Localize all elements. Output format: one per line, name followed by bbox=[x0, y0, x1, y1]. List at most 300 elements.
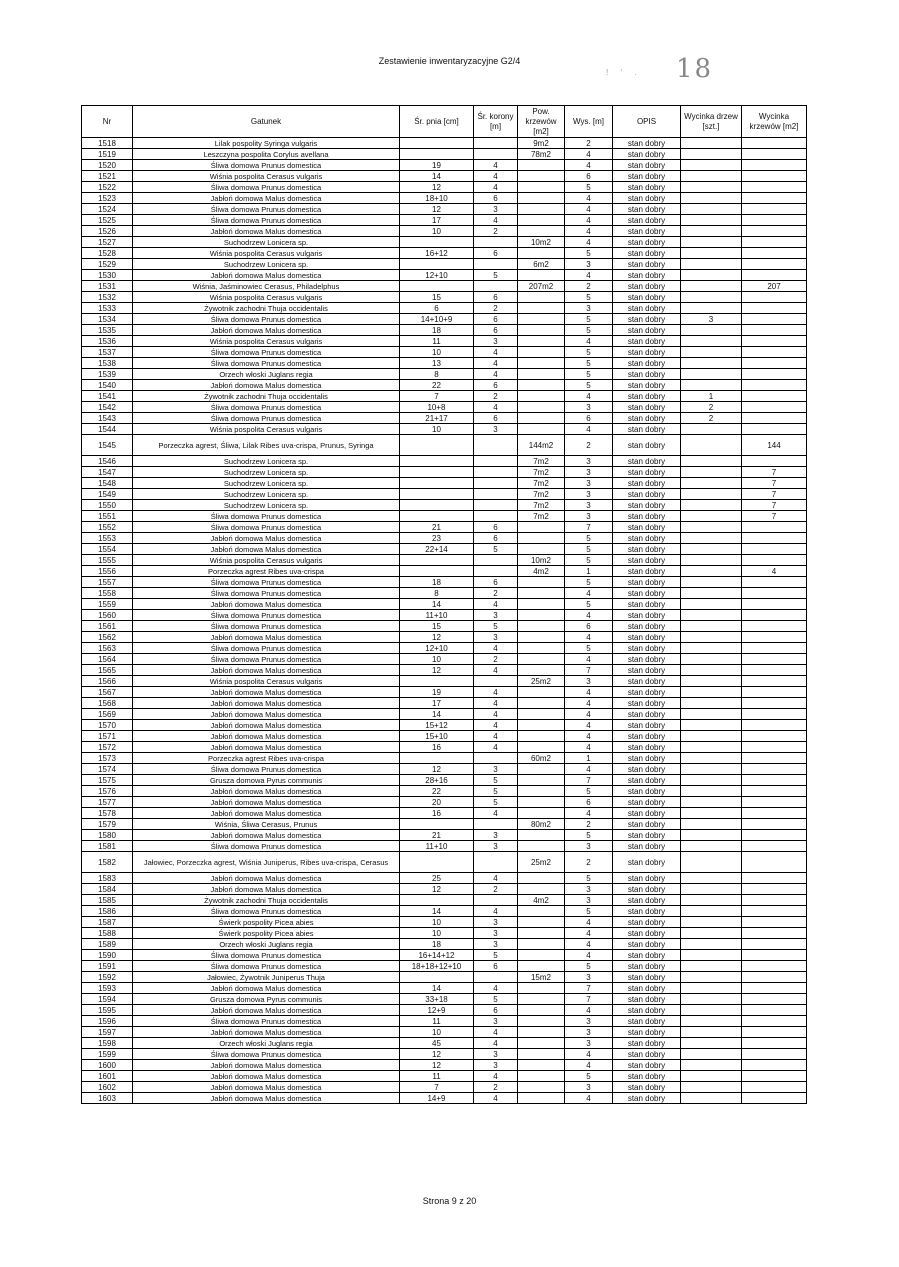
cell-gatunek: Wiśnia, Jaśminowiec Cerasus, Philadelphus bbox=[133, 281, 400, 292]
cell-wys: 7 bbox=[565, 665, 613, 676]
table-row bbox=[82, 654, 807, 665]
cell-wycinka-krzewow bbox=[742, 248, 807, 259]
cell-nr: 1593 bbox=[82, 983, 133, 994]
cell-nr: 1561 bbox=[82, 621, 133, 632]
cell-wycinka-krzewow bbox=[742, 709, 807, 720]
cell-opis: stan dobry bbox=[613, 1038, 681, 1049]
cell-opis: stan dobry bbox=[613, 402, 681, 413]
cell-gatunek: Jabłoń domowa Malus domestica bbox=[133, 544, 400, 555]
cell-sr-korony bbox=[474, 566, 518, 577]
cell-gatunek: Jabłoń domowa Malus domestica bbox=[133, 709, 400, 720]
table-row bbox=[82, 961, 807, 972]
cell-gatunek: Jabłoń domowa Malus domestica bbox=[133, 983, 400, 994]
cell-wycinka-krzewow bbox=[742, 259, 807, 270]
cell-wycinka-drzew bbox=[681, 456, 742, 467]
cell-sr-korony: 2 bbox=[474, 391, 518, 402]
cell-sr-korony bbox=[474, 511, 518, 522]
cell-wycinka-krzewow bbox=[742, 522, 807, 533]
cell-pow-krzewow bbox=[518, 698, 565, 709]
table-row bbox=[82, 797, 807, 808]
cell-sr-pnia: 10 bbox=[400, 424, 474, 435]
cell-gatunek: Śliwa domowa Prunus domestica bbox=[133, 402, 400, 413]
cell-wys: 5 bbox=[565, 182, 613, 193]
cell-sr-pnia: 20 bbox=[400, 797, 474, 808]
cell-sr-pnia: 18+10 bbox=[400, 193, 474, 204]
cell-sr-pnia: 10 bbox=[400, 1027, 474, 1038]
cell-sr-pnia: 28+16 bbox=[400, 775, 474, 786]
cell-wycinka-drzew bbox=[681, 369, 742, 380]
cell-sr-korony: 4 bbox=[474, 171, 518, 182]
cell-wys: 5 bbox=[565, 599, 613, 610]
cell-wys: 4 bbox=[565, 654, 613, 665]
cell-wys: 4 bbox=[565, 1049, 613, 1060]
table-row bbox=[82, 544, 807, 555]
cell-gatunek: Jabłoń domowa Malus domestica bbox=[133, 270, 400, 281]
cell-sr-pnia bbox=[400, 138, 474, 149]
cell-opis: stan dobry bbox=[613, 259, 681, 270]
cell-wycinka-krzewow bbox=[742, 906, 807, 917]
table-row bbox=[82, 917, 807, 928]
cell-wys: 3 bbox=[565, 259, 613, 270]
cell-opis: stan dobry bbox=[613, 632, 681, 643]
cell-nr: 1521 bbox=[82, 171, 133, 182]
cell-nr: 1533 bbox=[82, 303, 133, 314]
cell-sr-pnia: 14+9 bbox=[400, 1093, 474, 1104]
cell-wycinka-krzewow bbox=[742, 819, 807, 830]
cell-opis: stan dobry bbox=[613, 808, 681, 819]
cell-pow-krzewow bbox=[518, 939, 565, 950]
header-wys: Wys. [m] bbox=[565, 106, 613, 138]
cell-wys: 4 bbox=[565, 270, 613, 281]
cell-nr: 1582 bbox=[82, 852, 133, 873]
cell-wys: 4 bbox=[565, 588, 613, 599]
cell-wycinka-drzew bbox=[681, 248, 742, 259]
cell-wycinka-krzewow bbox=[742, 544, 807, 555]
cell-sr-pnia: 16 bbox=[400, 808, 474, 819]
cell-gatunek: Śliwa domowa Prunus domestica bbox=[133, 841, 400, 852]
cell-wycinka-drzew bbox=[681, 325, 742, 336]
cell-pow-krzewow bbox=[518, 884, 565, 895]
cell-nr: 1542 bbox=[82, 402, 133, 413]
cell-gatunek: Wiśnia, Śliwa Cerasus, Prunus bbox=[133, 819, 400, 830]
cell-gatunek: Jabłoń domowa Malus domestica bbox=[133, 731, 400, 742]
cell-sr-korony bbox=[474, 895, 518, 906]
cell-wycinka-drzew bbox=[681, 676, 742, 687]
table-row bbox=[82, 775, 807, 786]
cell-wycinka-krzewow bbox=[742, 1049, 807, 1060]
cell-wycinka-drzew bbox=[681, 742, 742, 753]
cell-opis: stan dobry bbox=[613, 149, 681, 160]
cell-wycinka-krzewow bbox=[742, 610, 807, 621]
cell-wycinka-drzew bbox=[681, 500, 742, 511]
cell-opis: stan dobry bbox=[613, 643, 681, 654]
table-row bbox=[82, 906, 807, 917]
cell-pow-krzewow: 207m2 bbox=[518, 281, 565, 292]
cell-wys: 4 bbox=[565, 160, 613, 171]
cell-wycinka-drzew: 3 bbox=[681, 314, 742, 325]
cell-wycinka-krzewow bbox=[742, 314, 807, 325]
cell-opis: stan dobry bbox=[613, 687, 681, 698]
cell-sr-korony: 3 bbox=[474, 632, 518, 643]
cell-wycinka-krzewow bbox=[742, 456, 807, 467]
cell-sr-pnia: 8 bbox=[400, 588, 474, 599]
cell-pow-krzewow bbox=[518, 994, 565, 1005]
table-row bbox=[82, 566, 807, 577]
cell-opis: stan dobry bbox=[613, 676, 681, 687]
cell-sr-pnia bbox=[400, 566, 474, 577]
cell-wycinka-drzew bbox=[681, 215, 742, 226]
cell-wycinka-krzewow bbox=[742, 588, 807, 599]
cell-gatunek: Wiśnia pospolita Cerasus vulgaris bbox=[133, 248, 400, 259]
table-row bbox=[82, 1038, 807, 1049]
cell-wycinka-drzew bbox=[681, 1049, 742, 1060]
cell-wycinka-krzewow bbox=[742, 753, 807, 764]
cell-sr-korony bbox=[474, 259, 518, 270]
cell-opis: stan dobry bbox=[613, 621, 681, 632]
cell-wys: 5 bbox=[565, 1071, 613, 1082]
cell-wys: 4 bbox=[565, 193, 613, 204]
cell-sr-pnia: 10 bbox=[400, 347, 474, 358]
cell-sr-korony: 6 bbox=[474, 292, 518, 303]
cell-gatunek: Świerk pospolity Picea abies bbox=[133, 928, 400, 939]
cell-wycinka-krzewow bbox=[742, 555, 807, 566]
cell-sr-korony: 4 bbox=[474, 731, 518, 742]
cell-wycinka-drzew bbox=[681, 764, 742, 775]
cell-nr: 1583 bbox=[82, 873, 133, 884]
cell-sr-korony: 4 bbox=[474, 720, 518, 731]
cell-sr-korony: 3 bbox=[474, 830, 518, 841]
table-row bbox=[82, 478, 807, 489]
cell-sr-korony: 4 bbox=[474, 369, 518, 380]
header-nr: Nr bbox=[82, 106, 133, 138]
cell-gatunek: Śliwa domowa Prunus domestica bbox=[133, 522, 400, 533]
cell-wycinka-krzewow bbox=[742, 1060, 807, 1071]
cell-nr: 1584 bbox=[82, 884, 133, 895]
cell-sr-korony bbox=[474, 852, 518, 873]
cell-sr-korony: 4 bbox=[474, 215, 518, 226]
cell-nr: 1596 bbox=[82, 1016, 133, 1027]
cell-nr: 1581 bbox=[82, 841, 133, 852]
cell-wycinka-drzew bbox=[681, 544, 742, 555]
cell-wycinka-drzew bbox=[681, 599, 742, 610]
cell-opis: stan dobry bbox=[613, 983, 681, 994]
cell-sr-korony: 6 bbox=[474, 325, 518, 336]
table-row bbox=[82, 1093, 807, 1104]
cell-wys: 3 bbox=[565, 303, 613, 314]
cell-sr-korony: 4 bbox=[474, 808, 518, 819]
cell-gatunek: Wiśnia pospolita Cerasus vulgaris bbox=[133, 292, 400, 303]
cell-sr-pnia bbox=[400, 676, 474, 687]
cell-sr-pnia: 22 bbox=[400, 380, 474, 391]
cell-nr: 1577 bbox=[82, 797, 133, 808]
cell-nr: 1569 bbox=[82, 709, 133, 720]
cell-gatunek: Śliwa domowa Prunus domestica bbox=[133, 588, 400, 599]
cell-gatunek: Jabłoń domowa Malus domestica bbox=[133, 687, 400, 698]
cell-pow-krzewow bbox=[518, 402, 565, 413]
cell-gatunek: Suchodrzew Lonicera sp. bbox=[133, 456, 400, 467]
header-pow-krzewow: Pow. krzewów [m2] bbox=[518, 106, 565, 138]
cell-sr-korony: 4 bbox=[474, 709, 518, 720]
cell-pow-krzewow bbox=[518, 665, 565, 676]
cell-sr-pnia bbox=[400, 435, 474, 456]
cell-wycinka-krzewow bbox=[742, 303, 807, 314]
cell-wys: 4 bbox=[565, 808, 613, 819]
cell-opis: stan dobry bbox=[613, 961, 681, 972]
cell-sr-pnia bbox=[400, 478, 474, 489]
cell-wycinka-krzewow bbox=[742, 643, 807, 654]
cell-opis: stan dobry bbox=[613, 895, 681, 906]
cell-wycinka-krzewow bbox=[742, 391, 807, 402]
cell-sr-korony: 6 bbox=[474, 380, 518, 391]
cell-sr-pnia: 21 bbox=[400, 830, 474, 841]
cell-opis: stan dobry bbox=[613, 588, 681, 599]
cell-pow-krzewow bbox=[518, 215, 565, 226]
cell-sr-pnia: 8 bbox=[400, 369, 474, 380]
cell-wys: 5 bbox=[565, 555, 613, 566]
cell-sr-korony bbox=[474, 467, 518, 478]
cell-gatunek: Śliwa domowa Prunus domestica bbox=[133, 1049, 400, 1060]
cell-wycinka-drzew bbox=[681, 303, 742, 314]
cell-wys: 3 bbox=[565, 1027, 613, 1038]
cell-gatunek: Śliwa domowa Prunus domestica bbox=[133, 413, 400, 424]
cell-sr-korony: 2 bbox=[474, 303, 518, 314]
cell-gatunek: Wiśnia pospolita Cerasus vulgaris bbox=[133, 171, 400, 182]
cell-pow-krzewow bbox=[518, 786, 565, 797]
cell-sr-pnia: 18 bbox=[400, 577, 474, 588]
cell-sr-korony: 4 bbox=[474, 742, 518, 753]
cell-sr-pnia bbox=[400, 149, 474, 160]
cell-sr-korony: 4 bbox=[474, 358, 518, 369]
cell-nr: 1594 bbox=[82, 994, 133, 1005]
cell-nr: 1575 bbox=[82, 775, 133, 786]
cell-opis: stan dobry bbox=[613, 797, 681, 808]
cell-wycinka-krzewow bbox=[742, 939, 807, 950]
cell-wycinka-drzew bbox=[681, 270, 742, 281]
cell-nr: 1563 bbox=[82, 643, 133, 654]
cell-gatunek: Jabłoń domowa Malus domestica bbox=[133, 808, 400, 819]
cell-nr: 1599 bbox=[82, 1049, 133, 1060]
cell-pow-krzewow bbox=[518, 1049, 565, 1060]
cell-pow-krzewow bbox=[518, 325, 565, 336]
cell-wycinka-krzewow bbox=[742, 1071, 807, 1082]
cell-sr-korony bbox=[474, 676, 518, 687]
table-row bbox=[82, 555, 807, 566]
cell-wys: 4 bbox=[565, 204, 613, 215]
cell-wycinka-drzew bbox=[681, 709, 742, 720]
cell-wycinka-krzewow bbox=[742, 226, 807, 237]
cell-sr-korony: 6 bbox=[474, 248, 518, 259]
cell-pow-krzewow bbox=[518, 292, 565, 303]
cell-pow-krzewow: 10m2 bbox=[518, 237, 565, 248]
cell-gatunek: Jabłoń domowa Malus domestica bbox=[133, 698, 400, 709]
cell-wycinka-drzew bbox=[681, 972, 742, 983]
cell-wycinka-drzew bbox=[681, 533, 742, 544]
cell-opis: stan dobry bbox=[613, 182, 681, 193]
cell-gatunek: Jabłoń domowa Malus domestica bbox=[133, 884, 400, 895]
cell-sr-pnia: 45 bbox=[400, 1038, 474, 1049]
cell-pow-krzewow: 7m2 bbox=[518, 489, 565, 500]
cell-wycinka-drzew bbox=[681, 753, 742, 764]
cell-wys: 4 bbox=[565, 424, 613, 435]
cell-wycinka-drzew bbox=[681, 577, 742, 588]
cell-gatunek: Jabłoń domowa Malus domestica bbox=[133, 533, 400, 544]
cell-opis: stan dobry bbox=[613, 467, 681, 478]
cell-pow-krzewow bbox=[518, 369, 565, 380]
table-row bbox=[82, 577, 807, 588]
cell-gatunek: Śliwa domowa Prunus domestica bbox=[133, 511, 400, 522]
cell-opis: stan dobry bbox=[613, 852, 681, 873]
cell-nr: 1541 bbox=[82, 391, 133, 402]
cell-nr: 1559 bbox=[82, 599, 133, 610]
cell-gatunek: Jabłoń domowa Malus domestica bbox=[133, 1027, 400, 1038]
cell-sr-pnia: 11+10 bbox=[400, 610, 474, 621]
cell-sr-korony bbox=[474, 819, 518, 830]
cell-nr: 1579 bbox=[82, 819, 133, 830]
table-row bbox=[82, 456, 807, 467]
cell-pow-krzewow bbox=[518, 928, 565, 939]
table-row bbox=[82, 413, 807, 424]
cell-opis: stan dobry bbox=[613, 270, 681, 281]
cell-wycinka-krzewow bbox=[742, 808, 807, 819]
cell-wycinka-drzew bbox=[681, 873, 742, 884]
table-row bbox=[82, 1082, 807, 1093]
cell-wys: 5 bbox=[565, 786, 613, 797]
cell-sr-pnia: 18 bbox=[400, 939, 474, 950]
cell-wycinka-krzewow bbox=[742, 270, 807, 281]
cell-opis: stan dobry bbox=[613, 731, 681, 742]
cell-opis: stan dobry bbox=[613, 720, 681, 731]
cell-nr: 1527 bbox=[82, 237, 133, 248]
cell-opis: stan dobry bbox=[613, 599, 681, 610]
cell-pow-krzewow bbox=[518, 171, 565, 182]
cell-gatunek: Wiśnia pospolita Cerasus vulgaris bbox=[133, 336, 400, 347]
cell-gatunek: Suchodrzew Lonicera sp. bbox=[133, 467, 400, 478]
cell-pow-krzewow: 4m2 bbox=[518, 566, 565, 577]
cell-nr: 1591 bbox=[82, 961, 133, 972]
table-row bbox=[82, 248, 807, 259]
cell-wycinka-krzewow: 7 bbox=[742, 511, 807, 522]
cell-nr: 1580 bbox=[82, 830, 133, 841]
table-row bbox=[82, 742, 807, 753]
cell-sr-korony: 4 bbox=[474, 402, 518, 413]
cell-wys: 3 bbox=[565, 489, 613, 500]
cell-sr-pnia bbox=[400, 819, 474, 830]
cell-wycinka-krzewow bbox=[742, 1027, 807, 1038]
cell-sr-pnia: 12 bbox=[400, 764, 474, 775]
cell-wys: 4 bbox=[565, 720, 613, 731]
cell-nr: 1550 bbox=[82, 500, 133, 511]
cell-nr: 1518 bbox=[82, 138, 133, 149]
cell-nr: 1549 bbox=[82, 489, 133, 500]
cell-sr-pnia: 10 bbox=[400, 928, 474, 939]
cell-pow-krzewow bbox=[518, 1005, 565, 1016]
cell-wycinka-krzewow bbox=[742, 742, 807, 753]
cell-opis: stan dobry bbox=[613, 511, 681, 522]
table-row bbox=[82, 720, 807, 731]
cell-wycinka-krzewow bbox=[742, 994, 807, 1005]
cell-wycinka-krzewow bbox=[742, 950, 807, 961]
cell-sr-pnia bbox=[400, 972, 474, 983]
cell-wycinka-drzew bbox=[681, 522, 742, 533]
header-sr-pnia: Śr. pnia [cm] bbox=[400, 106, 474, 138]
table-row bbox=[82, 226, 807, 237]
cell-gatunek: Śliwa domowa Prunus domestica bbox=[133, 358, 400, 369]
cell-gatunek: Śliwa domowa Prunus domestica bbox=[133, 621, 400, 632]
cell-wys: 3 bbox=[565, 500, 613, 511]
cell-sr-pnia: 16 bbox=[400, 742, 474, 753]
cell-pow-krzewow bbox=[518, 391, 565, 402]
table-row bbox=[82, 424, 807, 435]
cell-nr: 1598 bbox=[82, 1038, 133, 1049]
cell-sr-pnia: 13 bbox=[400, 358, 474, 369]
table-row bbox=[82, 884, 807, 895]
cell-nr: 1570 bbox=[82, 720, 133, 731]
cell-sr-pnia: 25 bbox=[400, 873, 474, 884]
cell-wys: 4 bbox=[565, 632, 613, 643]
cell-gatunek: Suchodrzew Lonicera sp. bbox=[133, 259, 400, 270]
table-row bbox=[82, 643, 807, 654]
cell-wycinka-drzew bbox=[681, 149, 742, 160]
cell-gatunek: Leszczyna pospolita Corylus avellana bbox=[133, 149, 400, 160]
cell-sr-pnia bbox=[400, 511, 474, 522]
cell-wycinka-krzewow bbox=[742, 841, 807, 852]
cell-wycinka-drzew bbox=[681, 698, 742, 709]
cell-gatunek: Orzech włoski Juglans regia bbox=[133, 1038, 400, 1049]
cell-sr-pnia bbox=[400, 489, 474, 500]
cell-wys: 5 bbox=[565, 292, 613, 303]
cell-sr-korony: 4 bbox=[474, 1038, 518, 1049]
cell-wys: 4 bbox=[565, 391, 613, 402]
cell-sr-korony: 6 bbox=[474, 961, 518, 972]
cell-pow-krzewow: 7m2 bbox=[518, 456, 565, 467]
cell-gatunek: Wiśnia pospolita Cerasus vulgaris bbox=[133, 555, 400, 566]
cell-gatunek: Suchodrzew Lonicera sp. bbox=[133, 489, 400, 500]
cell-wys: 5 bbox=[565, 577, 613, 588]
cell-wycinka-drzew bbox=[681, 961, 742, 972]
cell-sr-korony: 4 bbox=[474, 906, 518, 917]
cell-pow-krzewow bbox=[518, 1060, 565, 1071]
cell-wys: 4 bbox=[565, 237, 613, 248]
cell-wycinka-krzewow bbox=[742, 698, 807, 709]
cell-wys: 6 bbox=[565, 171, 613, 182]
cell-opis: stan dobry bbox=[613, 1027, 681, 1038]
cell-pow-krzewow bbox=[518, 687, 565, 698]
cell-wycinka-krzewow bbox=[742, 413, 807, 424]
cell-wycinka-krzewow bbox=[742, 336, 807, 347]
cell-opis: stan dobry bbox=[613, 1005, 681, 1016]
cell-sr-pnia: 11+10 bbox=[400, 841, 474, 852]
table-row bbox=[82, 259, 807, 270]
cell-opis: stan dobry bbox=[613, 939, 681, 950]
cell-nr: 1590 bbox=[82, 950, 133, 961]
cell-opis: stan dobry bbox=[613, 193, 681, 204]
cell-sr-korony: 4 bbox=[474, 1071, 518, 1082]
cell-wys: 4 bbox=[565, 1060, 613, 1071]
cell-sr-korony: 5 bbox=[474, 950, 518, 961]
cell-wys: 3 bbox=[565, 1038, 613, 1049]
cell-sr-pnia: 12 bbox=[400, 182, 474, 193]
cell-wycinka-drzew bbox=[681, 895, 742, 906]
cell-wys: 5 bbox=[565, 533, 613, 544]
cell-sr-pnia bbox=[400, 895, 474, 906]
table-row bbox=[82, 665, 807, 676]
cell-pow-krzewow bbox=[518, 709, 565, 720]
cell-wys: 3 bbox=[565, 676, 613, 687]
cell-wycinka-krzewow bbox=[742, 928, 807, 939]
cell-sr-korony: 4 bbox=[474, 983, 518, 994]
cell-sr-pnia: 19 bbox=[400, 687, 474, 698]
cell-sr-pnia: 12 bbox=[400, 884, 474, 895]
